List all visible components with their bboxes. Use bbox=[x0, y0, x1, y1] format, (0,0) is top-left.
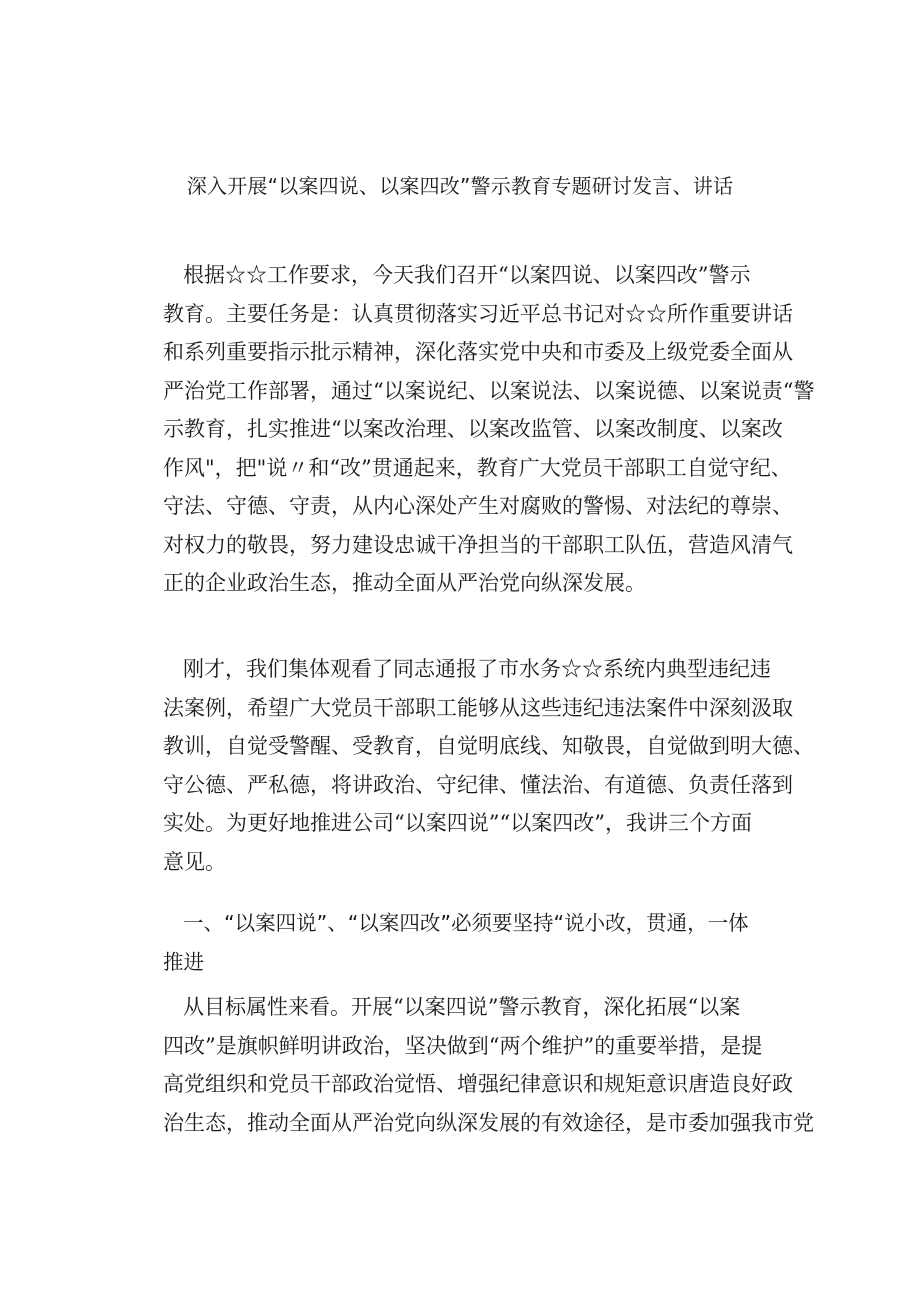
text-line: 从目标属性来看。开展“以案四说”警示教育，深化拓展“以案 bbox=[183, 995, 741, 1019]
text-line: 和系列重要指示批示精神，深化落实党中央和市委及上级党委全面从 bbox=[163, 340, 793, 364]
text-line: 守法、守德、守责，从内心深处产生对腐败的警惕、对法纪的尊崇、 bbox=[163, 494, 793, 518]
heading-line: 一、“以案四说”、“以案四改”必须要坚持“说小改，贯通，一体 bbox=[183, 911, 749, 935]
section-heading-1 bbox=[163, 904, 803, 981]
text-line: 正的企业政治生态，推动全面从严治党向纵深发展。 bbox=[163, 571, 646, 595]
text-line: 守公德、严私德，将讲政治、守纪律、懂法治、有道德、负责任落到 bbox=[163, 772, 793, 797]
paragraph-3 bbox=[163, 988, 814, 1142]
text-line: 作风"，把"说〃和“改”贯通起来，教育广大党员干部职工自觉守纪、 bbox=[163, 455, 792, 480]
text-line: 根据☆☆工作要求，今天我们召开“以案四说、以案四改”警示 bbox=[183, 263, 751, 287]
text-line: 示教育，扎实推进“以案改治理、以案改监管、以案改制度、以案改 bbox=[163, 417, 783, 441]
document-title: 深入开展“以案四说、以案四改”警示教育专题研讨发言、讲话 bbox=[186, 174, 734, 198]
text-line: 意见。 bbox=[163, 849, 226, 874]
text-line: 高党组织和党员干部政治觉悟、增强纪律意识和规矩意识唐造良好政 bbox=[163, 1072, 793, 1096]
text-line: 治生态，推动全面从严治党向纵深发展的有效途径，是市委加强我市党 bbox=[163, 1110, 814, 1135]
text-line: 教育。主要任务是：认真贯彻落实习近平总书记对☆☆所作重要讲话 bbox=[163, 301, 793, 326]
text-line: 四改”是旗帜鲜明讲政治，坚决做到“两个维护”的重要举措，是提 bbox=[163, 1033, 763, 1058]
text-line: 刚才，我们集体观看了同志通报了市水务☆☆系统内典型违纪违 bbox=[183, 657, 771, 681]
paragraph-2 bbox=[163, 650, 814, 881]
heading-line: 推进 bbox=[163, 949, 204, 974]
text-line: 严治党工作部署，通过“以案说纪、以案说法、以案说德、以案说责“警 bbox=[163, 378, 815, 403]
text-line: 实处。为更好地推进公司“以案四说”“以案四改”，我讲三个方面 bbox=[163, 811, 752, 835]
text-line: 教训，自觉受警醒、受教育，自觉明底线、知敬畏，自觉做到明大德、 bbox=[163, 734, 814, 758]
text-line: 法案例，希望广大党员干部职工能够从这些违纪违法案件中深刻汲取 bbox=[163, 695, 793, 720]
paragraph-1 bbox=[163, 256, 815, 603]
text-line: 对权力的敬畏，努力建设忠诚干净担当的干部职工队伍，营造风清气 bbox=[163, 532, 793, 557]
